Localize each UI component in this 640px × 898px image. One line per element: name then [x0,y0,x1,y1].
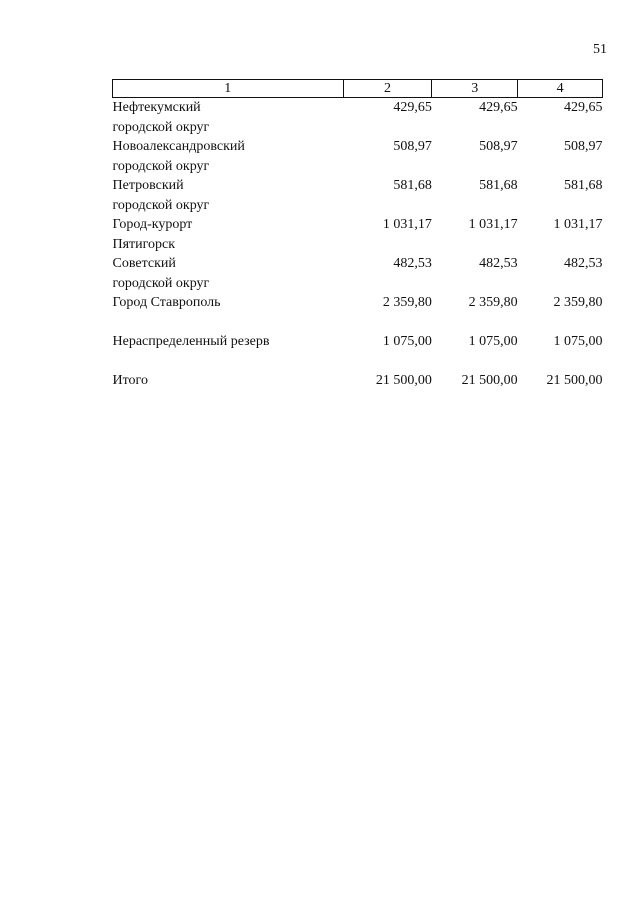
total-row [113,371,603,391]
row-value-col-2: 429,65 [393,100,432,115]
spacer-row [113,352,603,372]
spacer-row [113,313,603,333]
table-row [113,254,603,293]
row-name-line: Город Ставрополь [112,295,221,310]
table-row [113,98,603,138]
row-value-col-2: 508,97 [393,139,432,154]
row-value-col-3: 2 359,80 [468,295,518,310]
table-row [113,215,603,254]
header-row [113,80,603,98]
row-value-col-2: 2 359,80 [382,295,432,310]
total-name: Итого [112,373,148,388]
row-name-line: Город-курорт [112,217,193,232]
row-value-col-4: 581,68 [564,178,603,193]
row-value-col-4: 2 359,80 [553,295,603,310]
total-value-col-2: 21 500,00 [375,373,432,388]
row-name-line: Пятигорск [112,236,176,252]
row-name-line: Петровский [112,178,184,193]
row-name-line: Нефтекумский [112,100,201,115]
row-value-col-4: 429,65 [564,100,603,115]
row-value-col-3: 1 031,17 [468,217,518,232]
row-name-line: городской округ [112,197,210,213]
row-value-col-3: 508,97 [479,139,518,154]
reserve-value-col-3: 1 075,00 [468,334,518,349]
row-name [113,137,344,176]
total-value-col-3: 21 500,00 [461,373,518,388]
spacer-cell [113,352,603,372]
row-name-line: городской округ [112,119,210,135]
row-value-col-4: 482,53 [564,256,603,271]
header-col-4: 4 [518,80,603,98]
table-row [113,137,603,176]
row-name-line: городской округ [112,158,210,174]
row-value-col-2: 1 031,17 [382,217,432,232]
header-col-1: 1 [113,80,344,98]
row-name [113,176,344,215]
row-name [113,215,344,254]
header-col-2: 2 [343,80,432,98]
row-value-col-2: 482,53 [393,256,432,271]
row-name [113,293,344,313]
row-value-col-3: 482,53 [479,256,518,271]
row-name-line: городской округ [112,275,210,291]
allocation-table [112,79,603,391]
table-row [113,176,603,215]
reserve-name: Нераспределенный резерв [112,334,270,349]
row-value-col-3: 581,68 [479,178,518,193]
spacer-cell [113,313,603,333]
row-name-line: Новоалександровский [112,139,245,154]
page-number: 51 [593,42,607,57]
row-value-col-2: 581,68 [393,178,432,193]
row-value-col-3: 429,65 [479,100,518,115]
row-value-col-4: 508,97 [564,139,603,154]
total-value-col-4: 21 500,00 [546,373,603,388]
row-name [113,254,344,293]
header-col-3: 3 [432,80,518,98]
row-value-col-4: 1 031,17 [553,217,603,232]
table-row [113,293,603,313]
reserve-value-col-4: 1 075,00 [553,334,603,349]
reserve-value-col-2: 1 075,00 [382,334,432,349]
row-name [113,98,344,138]
row-name-line: Советский [112,256,176,271]
reserve-row [113,332,603,352]
